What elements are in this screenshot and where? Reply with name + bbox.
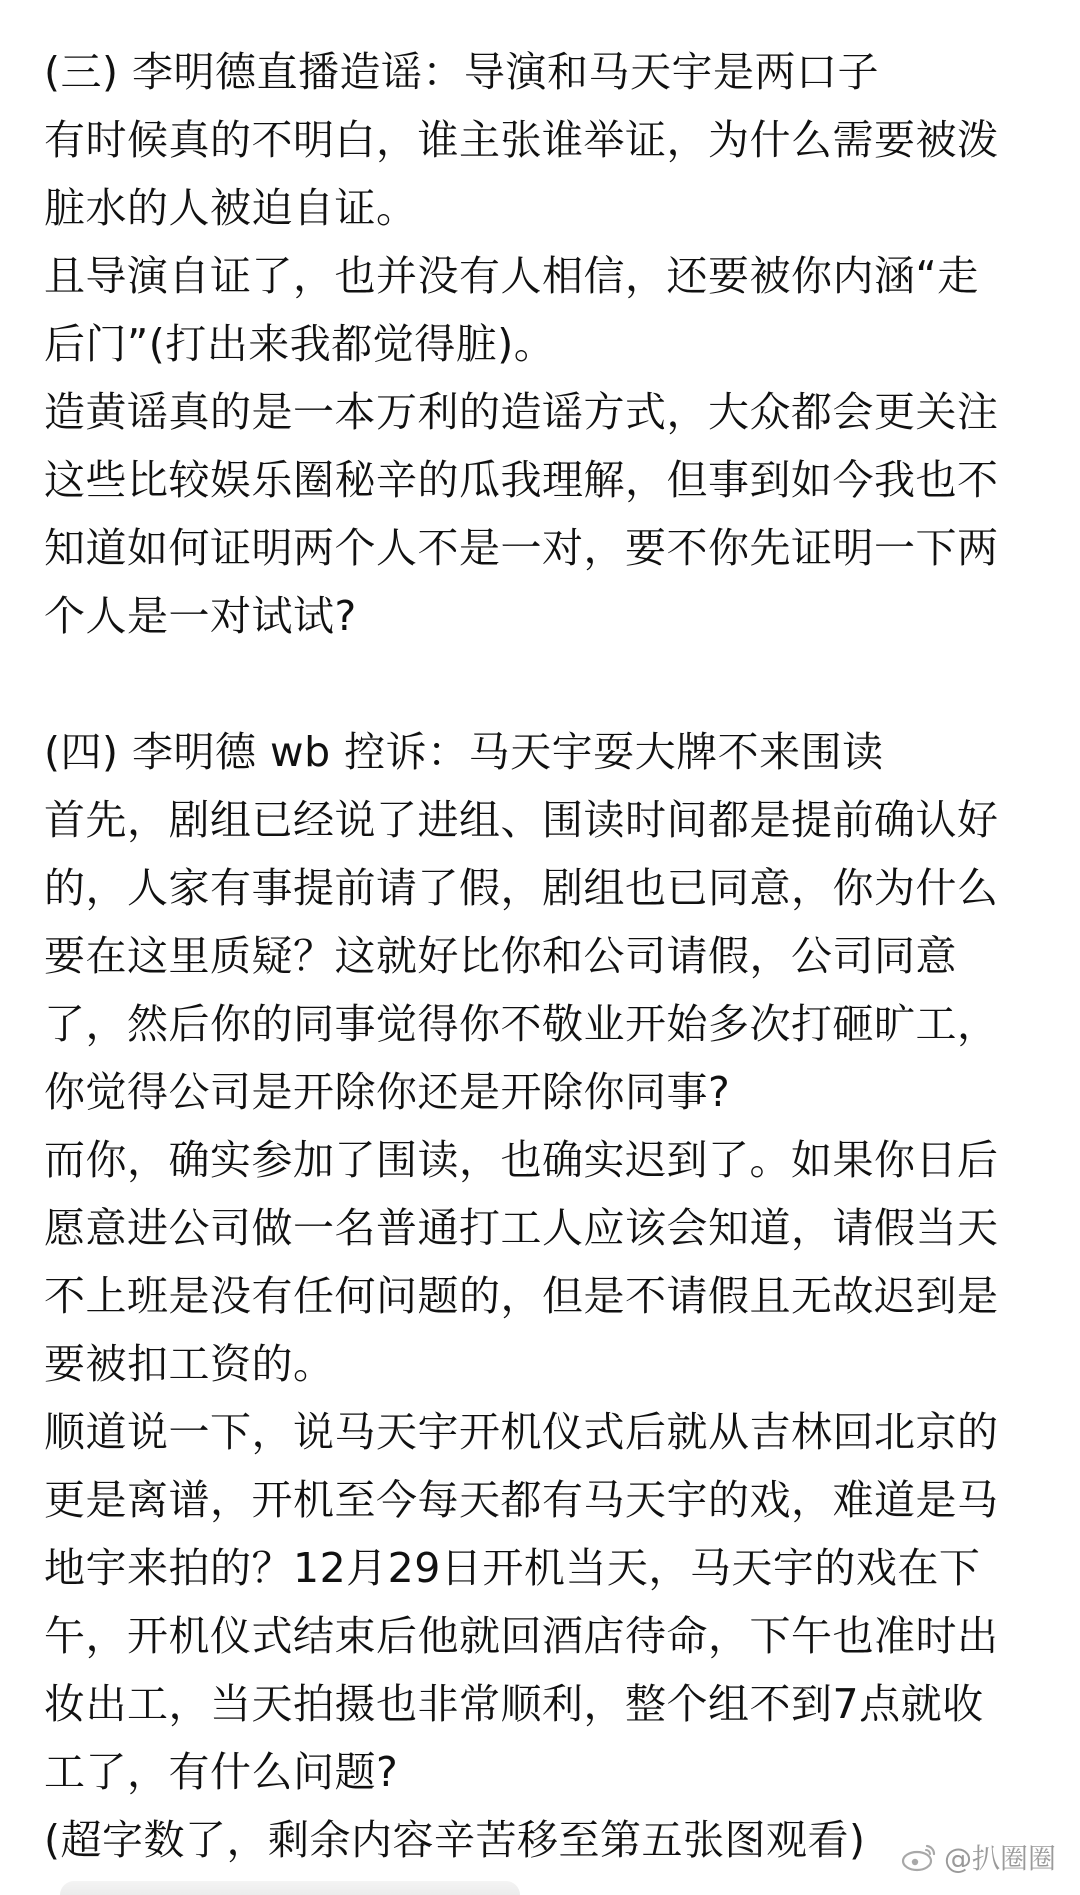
text-line: 后门”(打出来我都觉得脏)。 <box>44 320 556 368</box>
section-heading: (三) 李明德直播造谣：导演和马天宇是两口子 <box>44 48 880 96</box>
text-line: 要被扣工资的。 <box>44 1340 335 1388</box>
text-line: 首先，剧组已经说了进组、围读时间都是提前确认好 <box>44 796 999 844</box>
next-image-edge <box>60 1881 520 1895</box>
text-line: 有时候真的不明白，谁主张谁举证，为什么需要被泼 <box>44 116 999 164</box>
text-line: 这些比较娱乐圈秘辛的瓜我理解，但事到如今我也不 <box>44 456 999 504</box>
text-line: 地宇来拍的？12月29日开机当天，马天宇的戏在下 <box>44 1544 981 1592</box>
text-line: 的，人家有事提前请了假，剧组也已同意，你为什么 <box>44 864 999 912</box>
text-line: 你觉得公司是开除你还是开除你同事? <box>44 1068 731 1116</box>
paragraph-gap <box>44 650 1044 718</box>
text-line: 妆出工，当天拍摄也非常顺利，整个组不到7点就收 <box>44 1680 984 1728</box>
text-line: 且导演自证了，也并没有人相信，还要被你内涵“走 <box>44 252 979 300</box>
text-line: 不上班是没有任何问题的，但是不请假且无故迟到是 <box>44 1272 999 1320</box>
text-line: 愿意进公司做一名普通打工人应该会知道，请假当天 <box>44 1204 999 1252</box>
section-heading: (四) 李明德 wb 控诉：马天宇耍大牌不来围读 <box>44 728 884 776</box>
document-body <box>44 38 1044 1874</box>
text-line: (超字数了，剩余内容辛苦移至第五张图观看) <box>44 1816 866 1864</box>
text-line: 个人是一对试试? <box>44 592 357 640</box>
text-line: 工了，有什么问题? <box>44 1748 399 1796</box>
weibo-icon <box>900 1842 938 1872</box>
text-line: 脏水的人被迫自证。 <box>44 184 418 232</box>
text-line: 更是离谱，开机至今每天都有马天宇的戏，难道是马 <box>44 1476 999 1524</box>
text-line: 顺道说一下，说马天宇开机仪式后就从吉林回北京的 <box>44 1408 999 1456</box>
text-line: 午，开机仪式结束后他就回酒店待命，下午也准时出 <box>44 1612 999 1660</box>
watermark-text: @扒圈圈 <box>943 1842 1056 1875</box>
text-line: 了，然后你的同事觉得你不敬业开始多次打砸旷工， <box>44 1000 999 1048</box>
text-line: 而你，确实参加了围读，也确实迟到了。如果你日后 <box>44 1136 999 1184</box>
text-line: 知道如何证明两个人不是一对，要不你先证明一下两 <box>44 524 999 572</box>
watermark <box>900 1837 1056 1877</box>
text-line: 要在这里质疑？这就好比你和公司请假，公司同意 <box>44 932 957 980</box>
text-line: 造黄谣真的是一本万利的造谣方式，大众都会更关注 <box>44 388 999 436</box>
